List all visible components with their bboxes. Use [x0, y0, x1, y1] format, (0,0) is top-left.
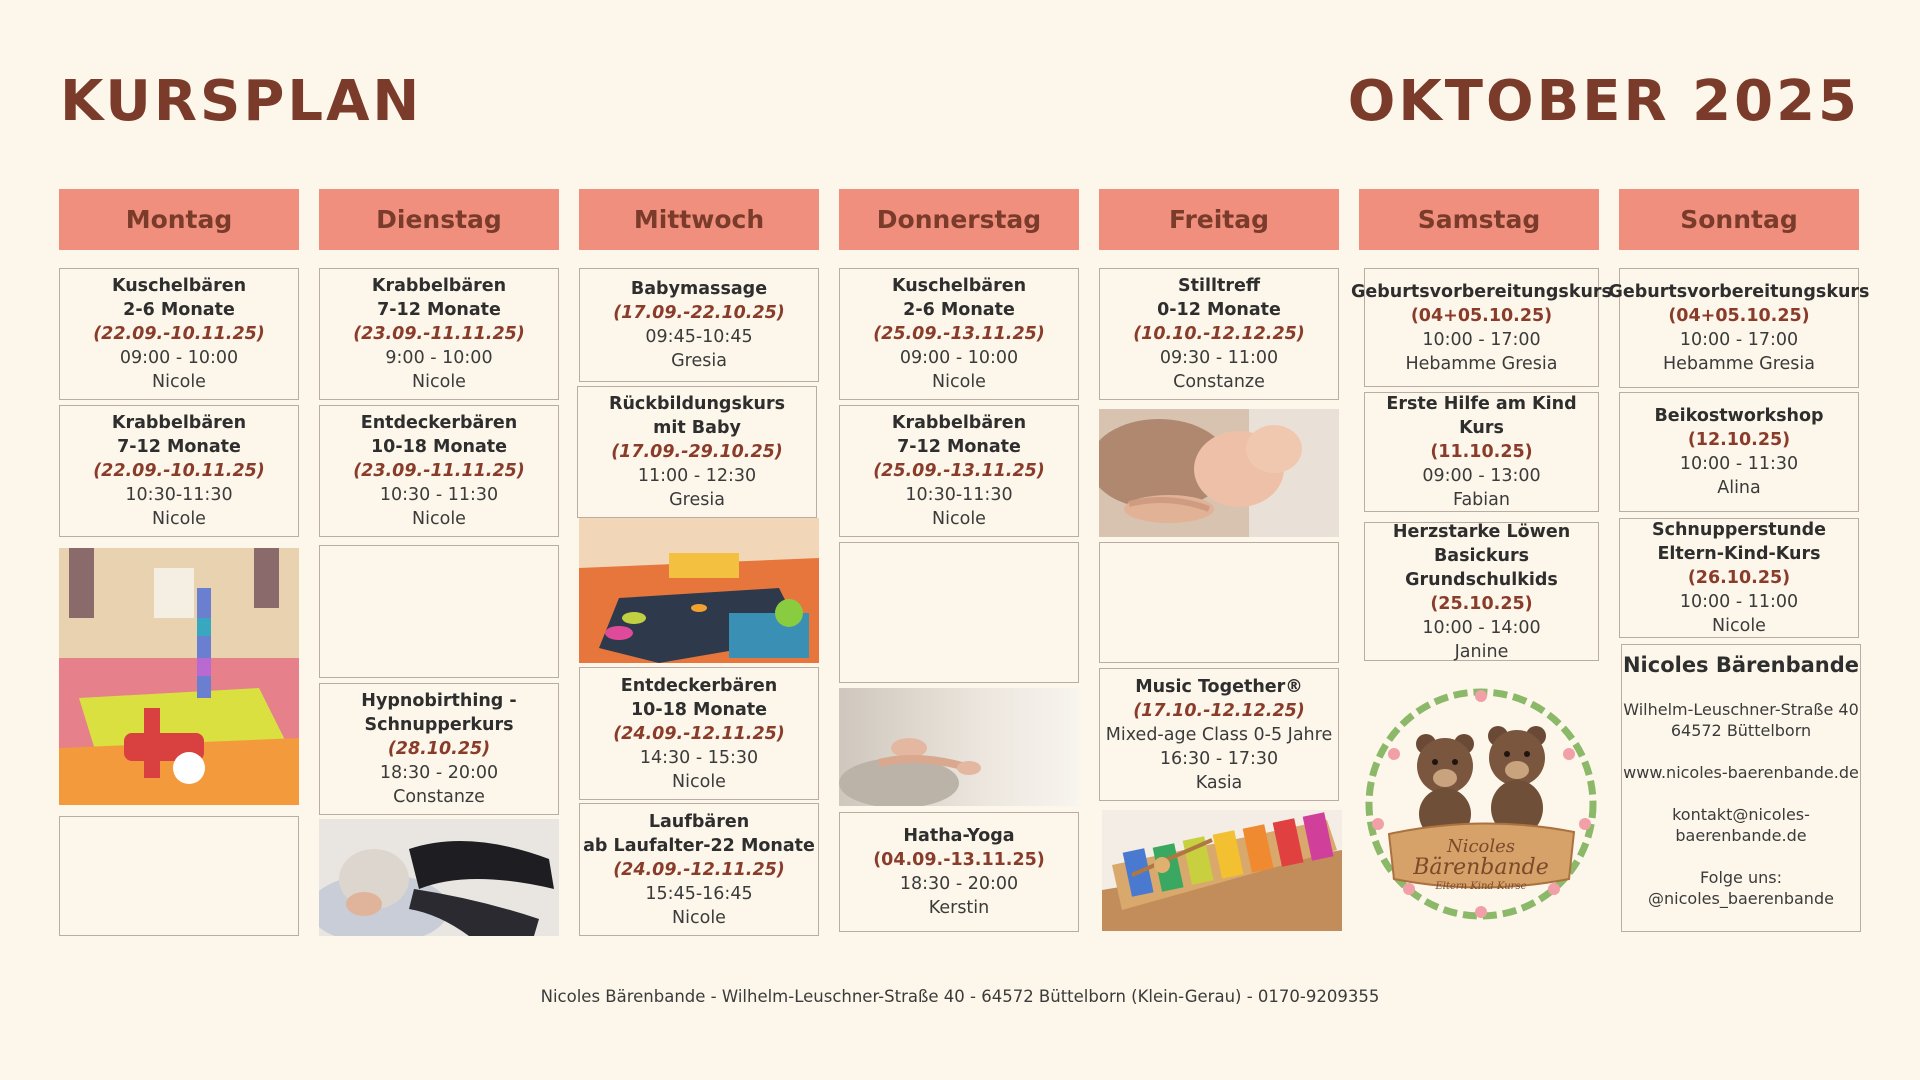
course-name: Rückbildungskurs	[609, 394, 785, 414]
course-cell[interactable]	[319, 683, 559, 815]
course-trainer: Nicole	[672, 771, 726, 792]
course-trainer: Nicole	[152, 509, 206, 529]
course-name: Kuschelbären	[891, 276, 1027, 296]
course-trainer: Janine	[1454, 641, 1509, 662]
course-name: Babymassage	[630, 279, 768, 299]
column-wednesday	[579, 189, 819, 949]
course-dates: (23.09.-11.11.25)	[353, 461, 525, 481]
course-time: 10:30-11:30	[125, 485, 233, 505]
logo-text: Nicoles	[1446, 836, 1516, 857]
course-cell[interactable]	[59, 268, 299, 400]
course-age: 2-6 Monate	[903, 300, 1015, 320]
course-dates: (04.09.-13.11.25)	[873, 850, 1045, 870]
course-trainer: Nicole	[412, 509, 466, 529]
course-trainer: Gresia	[671, 351, 727, 371]
empty-cell	[319, 545, 559, 678]
contact-heading: Nicoles Bärenbande	[1622, 653, 1860, 677]
course-trainer: Constanze	[393, 787, 485, 807]
course-trainer: Kerstin	[928, 898, 990, 918]
course-cell[interactable]	[577, 386, 817, 518]
course-cell[interactable]	[1619, 518, 1859, 638]
empty-cell	[59, 816, 299, 936]
course-trainer: Kasia	[1195, 772, 1243, 793]
course-time: 18:30 - 20:00	[379, 763, 499, 783]
title-month: OKTOBER 2025	[1347, 69, 1860, 134]
course-dates: (10.10.-12.12.25)	[1133, 324, 1305, 344]
day-header-monday: Montag	[59, 189, 299, 250]
course-cell[interactable]	[579, 268, 819, 382]
course-dates: (22.09.-10.11.25)	[93, 324, 265, 344]
column-monday	[59, 189, 299, 949]
course-trainer: Hebamme Gresia	[1662, 354, 1816, 374]
course-trainer: Gresia	[669, 490, 725, 510]
column-sunday	[1608, 189, 1870, 949]
course-time: 15:45-16:45	[645, 883, 753, 904]
course-trainer: Nicole	[412, 372, 466, 392]
course-name: Krabbelbären	[891, 413, 1027, 433]
email-link[interactable]: kontakt@nicoles-	[1672, 805, 1810, 824]
website-link[interactable]: www.nicoles-baerenbande.de	[1623, 763, 1859, 782]
course-name: Herzstarke Löwen	[1392, 521, 1571, 542]
course-time: 09:00 - 10:00	[119, 348, 239, 368]
course-dates: (25.10.25)	[1430, 593, 1533, 614]
course-trainer: Hebamme Gresia	[1405, 353, 1558, 374]
course-name: Kuschelbären	[111, 276, 247, 296]
course-dates: (04+05.10.25)	[1410, 305, 1553, 326]
xylophone-photo	[1102, 810, 1342, 931]
day-header-wednesday: Mittwoch	[579, 189, 819, 250]
course-cell[interactable]	[839, 812, 1079, 932]
course-subtitle: Schnupperkurs	[364, 715, 514, 735]
course-dates: (25.09.-13.11.25)	[873, 324, 1045, 344]
day-header-friday: Freitag	[1099, 189, 1339, 250]
course-dates: (23.09.-11.11.25)	[353, 324, 525, 344]
course-cell[interactable]	[1351, 268, 1612, 387]
course-time: 10:00 - 14:00	[1422, 617, 1541, 638]
course-name: Entdeckerbären	[620, 675, 778, 696]
course-dates: (26.10.25)	[1687, 568, 1791, 588]
course-name: Entdeckerbären	[360, 413, 518, 433]
contact-street: Wilhelm-Leuschner-Straße 40	[1623, 700, 1859, 719]
course-cell[interactable]	[839, 268, 1079, 400]
course-trainer: Alina	[1717, 478, 1761, 498]
course-time: 9:00 - 10:00	[385, 348, 493, 368]
course-time: 10:00 - 11:30	[1679, 454, 1799, 474]
course-cell[interactable]	[839, 405, 1079, 537]
course-name: Geburtsvorbereitungskurs	[1351, 281, 1612, 302]
course-time: 16:30 - 17:30	[1159, 748, 1279, 769]
day-header-tuesday: Dienstag	[319, 189, 559, 250]
yoga-photo	[839, 688, 1079, 806]
course-cell[interactable]	[1099, 268, 1339, 400]
course-subtitle: Basickurs Grundschulkids	[1405, 545, 1558, 590]
course-dates: (17.09.-22.10.25)	[613, 303, 785, 323]
course-age: ab Laufalter-22 Monate	[583, 835, 815, 856]
course-cell[interactable]	[1608, 268, 1870, 388]
empty-cell	[1099, 542, 1339, 663]
day-header-thursday: Donnerstag	[839, 189, 1079, 250]
logo-text: Bärenbande	[1413, 855, 1549, 880]
course-name: Erste Hilfe am Kind Kurs	[1386, 394, 1577, 438]
course-time: 10:30-11:30	[905, 485, 1013, 505]
course-time: 10:00 - 11:00	[1679, 592, 1799, 612]
course-subtitle: Eltern-Kind-Kurs	[1657, 544, 1821, 564]
course-dates: (24.09.-12.11.25)	[613, 859, 785, 880]
course-time: 11:00 - 12:30	[637, 466, 757, 486]
course-cell[interactable]	[579, 667, 819, 800]
column-thursday	[839, 189, 1079, 949]
course-name: Music Together®	[1135, 676, 1303, 697]
column-saturday	[1351, 189, 1612, 949]
course-time: 18:30 - 20:00	[899, 874, 1019, 894]
email-link-cont[interactable]: baerenbande.de	[1675, 826, 1807, 845]
course-trainer: Constanze	[1173, 372, 1265, 392]
course-trainer: Nicole	[932, 372, 986, 392]
course-cell[interactable]	[579, 803, 819, 936]
column-friday	[1099, 189, 1339, 949]
course-cell[interactable]	[59, 405, 299, 537]
course-name: Laufbären	[648, 811, 750, 832]
course-dates: (17.10.-12.12.25)	[1133, 700, 1305, 721]
course-time: 10:30 - 11:30	[379, 485, 499, 505]
course-name: Stilltreff	[1177, 276, 1260, 296]
playroom-photo	[59, 548, 299, 805]
course-name: Krabbelbären	[371, 276, 507, 296]
course-trainer: Nicole	[672, 907, 726, 928]
footer-address: Nicoles Bärenbande - Wilhelm-Leuschner-Straße 40 - 64572 Büttelborn (Klein-Gerau) - 0170-9209355	[540, 987, 1380, 1006]
title-kursplan: KURSPLAN	[60, 69, 423, 134]
course-info: Mixed-age Class 0-5 Jahre	[1105, 724, 1333, 745]
course-time: 10:00 - 17:00	[1422, 329, 1541, 350]
course-time: 09:00 - 10:00	[899, 348, 1019, 368]
course-subtitle: mit Baby	[653, 418, 741, 438]
course-time: 14:30 - 15:30	[639, 747, 759, 768]
course-name: Hatha-Yoga	[903, 826, 1015, 846]
course-name: Beikostworkshop	[1654, 406, 1824, 426]
course-trainer: Fabian	[1453, 490, 1510, 510]
course-trainer: Nicole	[1712, 616, 1766, 636]
social-label: Folge uns:	[1700, 868, 1782, 887]
course-dates: (24.09.-12.11.25)	[613, 723, 785, 744]
course-dates: (17.09.-29.10.25)	[611, 442, 783, 462]
course-time: 09:45-10:45	[645, 327, 753, 347]
course-cell[interactable]	[1364, 522, 1599, 661]
playroom-photo	[579, 518, 819, 663]
course-name: Hypnobirthing -	[361, 691, 517, 711]
course-time: 09:00 - 13:00	[1422, 466, 1541, 486]
course-cell[interactable]	[319, 268, 559, 400]
day-header-sunday: Sonntag	[1619, 189, 1859, 250]
course-name: Krabbelbären	[111, 413, 247, 433]
breastfeeding-photo	[1099, 409, 1339, 537]
course-dates: (12.10.25)	[1687, 430, 1791, 450]
course-trainer: Nicole	[152, 372, 206, 392]
day-header-saturday: Samstag	[1359, 189, 1599, 250]
course-dates: (04+05.10.25)	[1668, 306, 1810, 326]
column-tuesday	[319, 189, 559, 949]
course-trainer: Nicole	[932, 509, 986, 529]
course-age: 0-12 Monate	[1157, 300, 1281, 320]
course-name: Schnupperstunde	[1651, 520, 1826, 540]
contact-city: 64572 Büttelborn	[1670, 721, 1812, 740]
course-cell[interactable]	[1099, 668, 1339, 801]
course-time: 09:30 - 11:00	[1159, 348, 1279, 368]
course-age: 7-12 Monate	[897, 437, 1021, 457]
course-age: 10-18 Monate	[370, 437, 507, 457]
course-dates: (11.10.25)	[1430, 442, 1533, 462]
course-age: 7-12 Monate	[117, 437, 241, 457]
logo-text: Eltern Kind Kurse	[1435, 881, 1527, 892]
course-dates: (22.09.-10.11.25)	[93, 461, 265, 481]
social-handle[interactable]: @nicoles_baerenbande	[1648, 889, 1834, 908]
empty-cell	[839, 542, 1079, 683]
course-dates: (28.10.25)	[387, 739, 491, 759]
course-age: 2-6 Monate	[123, 300, 235, 320]
course-dates: (25.09.-13.11.25)	[873, 461, 1045, 481]
pregnancy-photo	[319, 819, 559, 936]
contact-box	[1621, 644, 1861, 932]
course-cell[interactable]	[319, 405, 559, 537]
course-name: Geburtsvorbereitungskurs	[1608, 282, 1870, 302]
course-cell[interactable]	[1619, 392, 1859, 512]
baerenbande-logo	[1364, 674, 1599, 934]
course-age: 7-12 Monate	[377, 300, 501, 320]
course-age: 10-18 Monate	[630, 699, 767, 720]
course-cell[interactable]	[1364, 392, 1599, 512]
course-time: 10:00 - 17:00	[1679, 330, 1799, 350]
